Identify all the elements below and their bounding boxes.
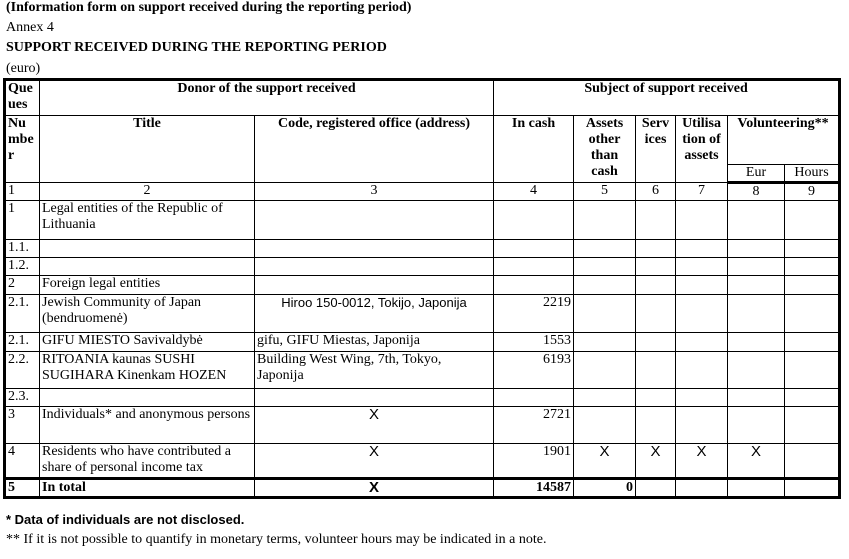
table-row bbox=[5, 389, 840, 407]
row-number: 1 bbox=[5, 201, 40, 240]
row-code: X bbox=[255, 479, 494, 498]
row-cash bbox=[494, 258, 574, 276]
row-services bbox=[636, 389, 676, 407]
row-assets bbox=[574, 352, 636, 389]
row-eur bbox=[728, 258, 785, 276]
row-title bbox=[40, 258, 255, 276]
code-header: Code, registered office (address) bbox=[255, 116, 494, 183]
index-cell: 1 bbox=[5, 183, 40, 201]
table-row bbox=[5, 333, 840, 352]
row-assets bbox=[574, 389, 636, 407]
row-number: 5 bbox=[5, 479, 40, 498]
row-services bbox=[636, 407, 676, 444]
table-row bbox=[5, 295, 840, 333]
row-code bbox=[255, 276, 494, 295]
row-number: 1.1. bbox=[5, 240, 40, 258]
row-assets: 0 bbox=[574, 479, 636, 498]
footnote-individuals: * Data of individuals are not disclosed. bbox=[6, 512, 245, 527]
row-cash bbox=[494, 201, 574, 240]
index-cell: 3 bbox=[255, 183, 494, 201]
row-assets bbox=[574, 276, 636, 295]
row-utilisation bbox=[676, 479, 728, 498]
row-code: Building West Wing, 7th, Tokyo, Japonija bbox=[255, 352, 494, 389]
row-eur bbox=[728, 333, 785, 352]
support-table bbox=[3, 78, 841, 499]
services-header: Serv ices bbox=[636, 116, 676, 183]
footnote-volunteering: ** If it is not possible to quantify in monetary terms, volunteer hours may be indicated in a note. bbox=[6, 532, 547, 547]
total-row bbox=[5, 479, 840, 498]
row-hours bbox=[785, 479, 840, 498]
index-cell: 9 bbox=[785, 183, 840, 201]
table-row bbox=[5, 258, 840, 276]
row-title: Individuals* and anonymous persons bbox=[40, 407, 255, 444]
row-services bbox=[636, 240, 676, 258]
row-cash bbox=[494, 389, 574, 407]
row-title bbox=[40, 389, 255, 407]
row-code: gifu, GIFU Miestas, Japonija bbox=[255, 333, 494, 352]
row-cash bbox=[494, 276, 574, 295]
row-services bbox=[636, 479, 676, 498]
row-assets bbox=[574, 258, 636, 276]
row-hours bbox=[785, 258, 840, 276]
number-header: Nu mbe r bbox=[5, 116, 40, 183]
row-hours bbox=[785, 295, 840, 333]
table-row bbox=[5, 240, 840, 258]
row-code: Hiroo 150-0012, Tokijo, Japonija bbox=[255, 295, 494, 333]
row-title: Jewish Community of Japan (bendruomenė) bbox=[40, 295, 255, 333]
row-cash: 1901 bbox=[494, 444, 574, 479]
row-services bbox=[636, 295, 676, 333]
row-hours bbox=[785, 276, 840, 295]
table-row bbox=[5, 352, 840, 389]
row-assets bbox=[574, 333, 636, 352]
row-utilisation bbox=[676, 240, 728, 258]
hours-header: Hours bbox=[785, 165, 840, 183]
row-code: X bbox=[255, 407, 494, 444]
row-code bbox=[255, 201, 494, 240]
volunteering-header: Volunteering** bbox=[728, 116, 840, 165]
row-utilisation bbox=[676, 333, 728, 352]
row-cash: 14587 bbox=[494, 479, 574, 498]
row-utilisation bbox=[676, 352, 728, 389]
document-title: SUPPORT RECEIVED DURING THE REPORTING PERIOD bbox=[6, 40, 387, 55]
row-utilisation bbox=[676, 276, 728, 295]
row-hours bbox=[785, 352, 840, 389]
row-services bbox=[636, 352, 676, 389]
info-line: (Information form on support received during the reporting period) bbox=[6, 0, 412, 15]
row-utilisation bbox=[676, 295, 728, 333]
row-code: X bbox=[255, 444, 494, 479]
row-title: Legal entities of the Republic of Lithuania bbox=[40, 201, 255, 240]
row-hours bbox=[785, 240, 840, 258]
row-eur bbox=[728, 276, 785, 295]
row-number: 1.2. bbox=[5, 258, 40, 276]
row-title: GIFU MIESTO Savivaldybė bbox=[40, 333, 255, 352]
row-cash: 2721 bbox=[494, 407, 574, 444]
subject-group-header: Subject of support received bbox=[494, 80, 840, 116]
row-eur bbox=[728, 479, 785, 498]
row-assets bbox=[574, 240, 636, 258]
row-assets bbox=[574, 407, 636, 444]
row-eur bbox=[728, 389, 785, 407]
row-code bbox=[255, 240, 494, 258]
row-eur: X bbox=[728, 444, 785, 479]
row-services bbox=[636, 258, 676, 276]
row-title: In total bbox=[40, 479, 255, 498]
utilisation-header: Utilisa tion of assets bbox=[676, 116, 728, 183]
eur-header: Eur bbox=[728, 165, 785, 183]
row-cash bbox=[494, 240, 574, 258]
row-eur bbox=[728, 201, 785, 240]
row-code bbox=[255, 389, 494, 407]
row-hours bbox=[785, 333, 840, 352]
row-assets bbox=[574, 201, 636, 240]
row-cash: 6193 bbox=[494, 352, 574, 389]
row-cash: 1553 bbox=[494, 333, 574, 352]
row-cash: 2219 bbox=[494, 295, 574, 333]
row-eur bbox=[728, 352, 785, 389]
row-number: 4 bbox=[5, 444, 40, 479]
row-hours bbox=[785, 201, 840, 240]
index-cell: 5 bbox=[574, 183, 636, 201]
row-assets bbox=[574, 295, 636, 333]
row-code bbox=[255, 258, 494, 276]
row-eur bbox=[728, 240, 785, 258]
title-header: Title bbox=[40, 116, 255, 183]
row-assets: X bbox=[574, 444, 636, 479]
row-utilisation bbox=[676, 407, 728, 444]
row-services bbox=[636, 201, 676, 240]
table-row bbox=[5, 407, 840, 444]
row-hours bbox=[785, 444, 840, 479]
row-eur bbox=[728, 295, 785, 333]
index-cell: 8 bbox=[728, 183, 785, 201]
row-utilisation bbox=[676, 201, 728, 240]
row-utilisation bbox=[676, 389, 728, 407]
row-number: 2.1. bbox=[5, 333, 40, 352]
donor-group-header: Donor of the support received bbox=[40, 80, 494, 116]
table-row bbox=[5, 444, 840, 479]
row-number: 3 bbox=[5, 407, 40, 444]
row-hours bbox=[785, 389, 840, 407]
table-row bbox=[5, 276, 840, 295]
row-number: 2.1. bbox=[5, 295, 40, 333]
row-number: 2.2. bbox=[5, 352, 40, 389]
in-cash-header: In cash bbox=[494, 116, 574, 183]
table-row bbox=[5, 201, 840, 240]
index-cell: 6 bbox=[636, 183, 676, 201]
index-cell: 7 bbox=[676, 183, 728, 201]
row-services bbox=[636, 333, 676, 352]
row-number: 2 bbox=[5, 276, 40, 295]
row-utilisation bbox=[676, 258, 728, 276]
currency-note: (euro) bbox=[6, 61, 41, 76]
row-title: Foreign legal entities bbox=[40, 276, 255, 295]
question-header: Que ues bbox=[5, 80, 40, 116]
row-services bbox=[636, 276, 676, 295]
row-hours bbox=[785, 407, 840, 444]
index-cell: 2 bbox=[40, 183, 255, 201]
assets-header: Assets other than cash bbox=[574, 116, 636, 183]
annex-label: Annex 4 bbox=[6, 20, 54, 35]
row-eur bbox=[728, 407, 785, 444]
index-cell: 4 bbox=[494, 183, 574, 201]
row-title: Residents who have contributed a share of personal income tax bbox=[40, 444, 255, 479]
row-utilisation: X bbox=[676, 444, 728, 479]
row-services: X bbox=[636, 444, 676, 479]
row-number: 2.3. bbox=[5, 389, 40, 407]
row-title: RITOANIA kaunas SUSHI SUGIHARA Kinenkam HOZEN bbox=[40, 352, 255, 389]
row-title bbox=[40, 240, 255, 258]
